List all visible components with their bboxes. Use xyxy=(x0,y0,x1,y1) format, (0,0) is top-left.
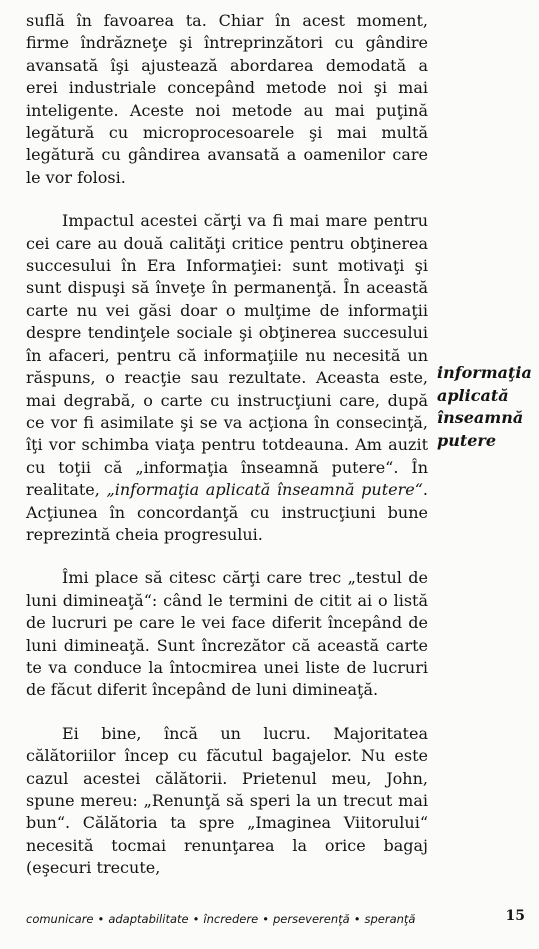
footer-keyword: speranţă xyxy=(364,912,416,926)
margin-note-line: informaţia xyxy=(437,363,532,382)
paragraph-1: suflă în favoarea ta. Chiar în acest moment, firme îndrăzneţe şi întreprinzători cu gândire avansată îşi ajustează abordarea demodată a erei industriale concepând metode noi şi mai inteligente. Aceste noi metode au mai puţină legătură cu microprocesoarele şi mai multă legătură cu gândirea avansată a oamenilor care le vor folosi. xyxy=(26,11,428,187)
footer-keywords xyxy=(26,912,526,926)
page-number: 15 xyxy=(505,908,525,924)
emphasis-quote: „informaţia aplicată înseamnă putere“ xyxy=(106,480,423,500)
margin-note-line: înseamnă xyxy=(437,408,524,427)
margin-note-line: aplicată xyxy=(437,385,509,405)
margin-note-line: putere xyxy=(437,430,496,450)
paragraph-3: Îmi place să citesc cărţi care trec „testul de luni dimineaţă“: când le termini de citit ai o listă de lucruri pe care le vei face diferit începând de luni dimineaţă. Sunt încrezător că această carte te va conduce la întocmirea unei liste de lucruri de făcut diferit începând de luni dimineaţă. xyxy=(26,568,428,700)
footer-keyword: comunicare xyxy=(26,912,94,926)
bullet-separator: • xyxy=(262,912,269,926)
bullet-separator: • xyxy=(192,912,200,926)
footer-keyword: perseverenţă xyxy=(272,912,350,926)
margin-note xyxy=(437,362,537,452)
body-text xyxy=(26,10,428,880)
bullet-separator: • xyxy=(353,912,361,926)
footer-keyword: adaptabilitate xyxy=(108,912,189,926)
bullet-separator: • xyxy=(97,912,105,926)
footer-keyword: încredere xyxy=(203,912,259,926)
paragraph-4: Ei bine, încă un lucru. Majoritatea călătoriilor încep cu făcutul bagajelor. Nu este cazul acestei călătorii. Prietenul meu, John, spune mereu: „Renunţă să speri la un trecut mai bun“. Călătoria ta spre „Imaginea Viitorului“ necesită tocmai renunţarea la orice bagaj (eşecuri trecute, xyxy=(26,723,428,878)
paragraph-2: Impactul acestei cărţi va fi mai mare pentru cei care au două calităţi critice pentru obţinerea succesului în Era Informaţiei: sunt motivaţi şi sunt dispuşi să înveţe în permanenţă. În această carte nu vei găsi doar o mulţime de informaţii despre tendinţele sociale şi obţinerea succesului în afaceri, pentru că informaţiile nu necesită un răspuns, o reacţie sau rezultate. Aceasta este, mai degrabă, o carte cu instrucţiuni care, după ce vor fi asimilate şi se va acţiona în consecinţă, îţi vor schimba viaţa pentru totdeauna. Am auzit cu toţii că „informaţia înseamnă putere“. În realitate, „informaţia aplicată înseamnă putere“. Acţiunea în concordanţă cu instrucţiuni bune reprezintă cheia progresului. xyxy=(26,211,428,544)
